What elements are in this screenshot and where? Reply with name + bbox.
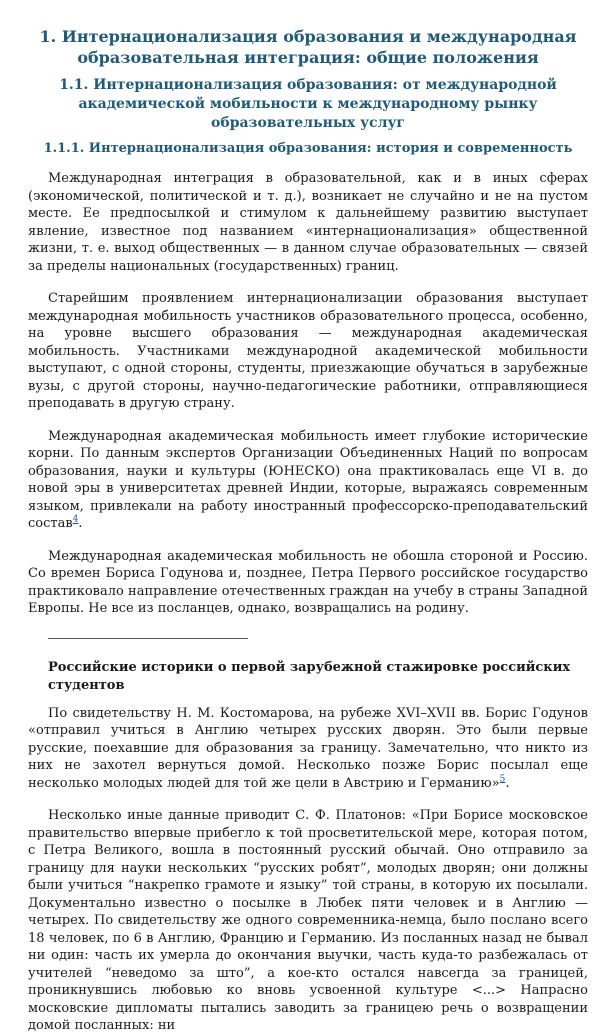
paragraph-4: Международная академическая мобильность не обошла стороной и Россию. Со времен Бориса Годунова и, позднее, Петра Первого российское государство практиковало направление отечественных граждан на учебу в страны Западной Европы. Не все из посланцев, однако, возвращались на родину. <box>28 548 588 616</box>
divider <box>48 638 248 639</box>
paragraph-2: Старейшим проявлением интернационализации образования выступает международная мобильность участников образовательного процесса, особенно, на уровне высшего образования — международная академическая мобильность. Участниками международной академической мобильности выступают, с одной стороны, студенты, приезжающие обучаться в зарубежные вузы, с другой стороны, научно-педагогические работники, отправляющиеся преподавать в другую страну. <box>28 291 588 411</box>
chapter-heading: 1. Интернационализация образования и международная образовательная интеграция: общие положения <box>39 27 577 67</box>
paragraph-3: Международная академическая мобильность имеет глубокие исторические корни. По данным экспертов Организации Объединенных Наций по вопросам образования, науки и культуры (ЮНЕСКО) она практиковалась еще VI в. до новой эры в университетах древней Индии, которые, выражаясь современным языком, привлекали на работу иностранный профессорско-преподавательский состав$^4$. <box>28 428 588 531</box>
paragraph-1: Международная интеграция в образовательной, как и в иных сферах (экономической, политической и т. д.), возникает не случайно и не на пустом месте. Ее предпосылкой и стимулом к дальнейшему развитию выступает явление, известное под названием «интернационализация» общественной жизни, т. е. выход общественных — в данном случае образовательных — связей за пределы национальных (государственных) границ. <box>28 171 588 274</box>
footnote-link-4[interactable]: 4 <box>72 514 79 525</box>
subsection-heading: 1.1.1. Интернационализация образования: история и современность <box>43 141 573 156</box>
box-paragraph-1: По свидетельству Н. М. Костомарова, на рубеже XVI–XVII вв. Борис Годунов «отправил учиться в Англию четырех русских дворян. Это были первые русские, поехавшие для образования за границу. Замечательно, что никто из них не захотел вернуться домой. Несколько позже Борис посылал еще несколько молодых людей для той же цели в Австрию и Германию»$^5$. <box>28 705 588 791</box>
box-title: Российские историки о первой зарубежной стажировке российских студентов <box>48 659 571 693</box>
footnote-link-5[interactable]: 5 <box>499 774 506 785</box>
section-heading: 1.1. Интернационализация образования: от международной академической мобильности к международному рынку образовательных услуг <box>59 77 557 131</box>
box-paragraph-2: Несколько иные данные приводит С. Ф. Платонов: «При Борисе московское правительство впервые прибегло к той просветительской мере, которая потом, с Петра Великого, вошла в постоянный русский обычай. Оно отправило за границу для науки нескольких “русских робят”, молодых дворян; они должны были учиться “накрепко грамоте и языку” той страны, в которую их посылали. Документально известно о посылке в Любек пяти человек и в Англию — четырех. По свидетельству же одного современника-немца, было послано всего 18 человек, по 6 в Англию, Францию и Германию. Из посланных назад не бывал ни один: часть их умерла до окончания выучки, часть куда-то разбежалась от учителей “неведомо за што”, а кое-кто остался навсегда за границей, проникнувшись любовью ко вновь усвоенной культуре <...> Напрасно московские дипломаты пытались заводить за границею речь о возвращении домой посланных: ни <box>28 808 588 1033</box>
